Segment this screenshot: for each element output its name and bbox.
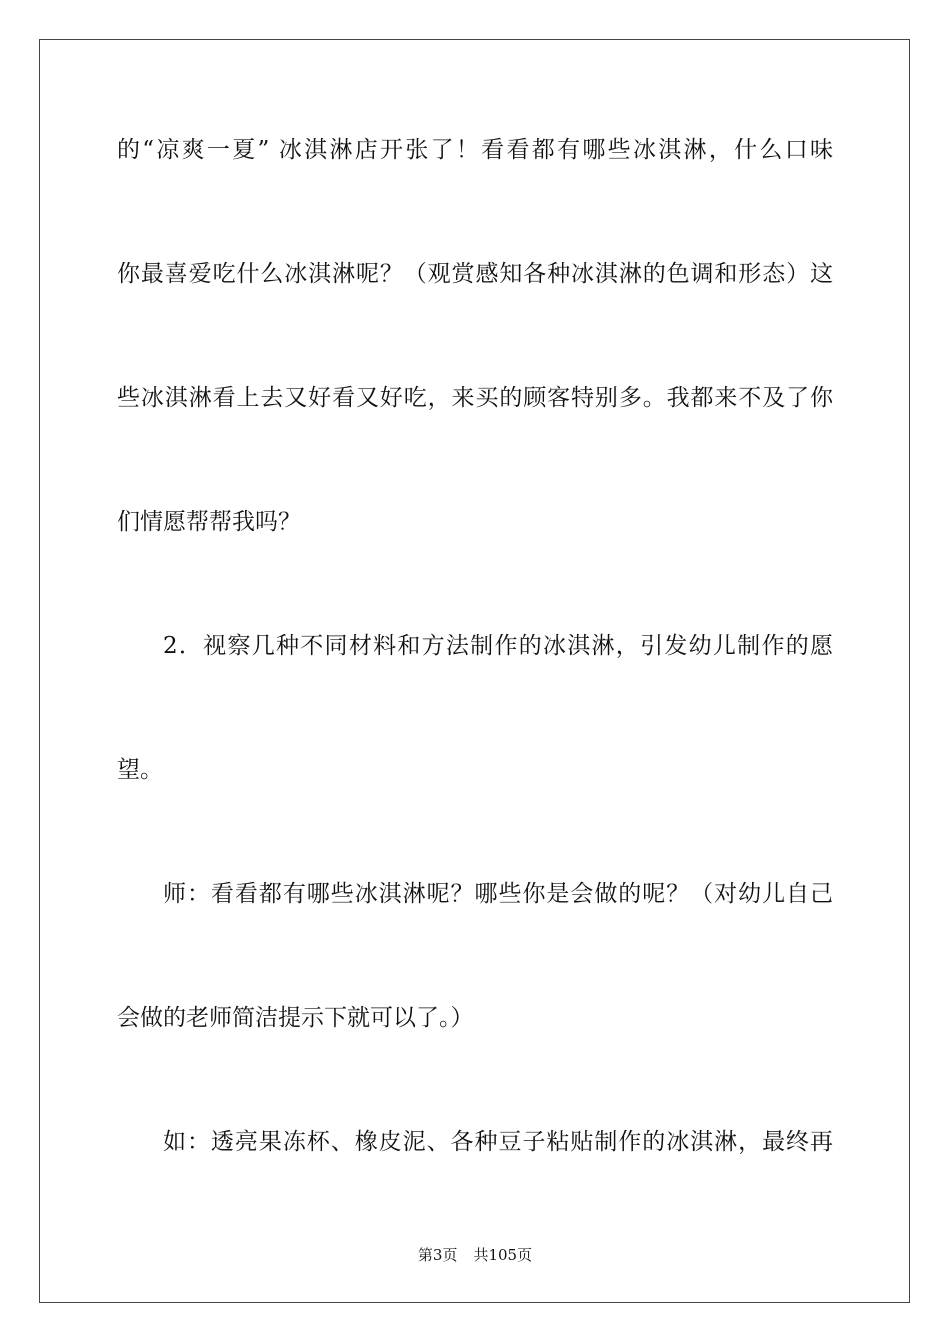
body-text-line: 们情愿帮帮我吗？ (117, 509, 301, 535)
page-footer (0, 1245, 950, 1265)
body-text-line: 会做的老师简洁提示下就可以了。） (117, 1005, 474, 1031)
body-text-line: 2．视察几种不同材料和方法制作的冰淇淋，引发幼儿制作的愿 (163, 633, 833, 659)
page-total: 共105页 (473, 1246, 533, 1264)
body-text-line: 望。 (117, 757, 163, 783)
body-text-line: 你最喜爱吃什么冰淇淋呢？（观赏感知各种冰淇淋的色调和形态）这 (117, 261, 833, 287)
body-text-line: 的“凉爽一夏” 冰淇淋店开张了！看看都有哪些冰淇淋，什么口味 (117, 137, 833, 163)
body-text-line: 师：看看都有哪些冰淇淋呢？哪些你是会做的呢？（对幼儿自己 (163, 881, 833, 907)
page-border (39, 39, 910, 1303)
page-number: 第3页 (417, 1246, 458, 1264)
body-text-line: 些冰淇淋看上去又好看又好吃，来买的顾客特别多。我都来不及了你 (117, 385, 833, 411)
body-text-line: 如：透亮果冻杯、橡皮泥、各种豆子粘贴制作的冰淇淋，最终再 (163, 1129, 833, 1155)
